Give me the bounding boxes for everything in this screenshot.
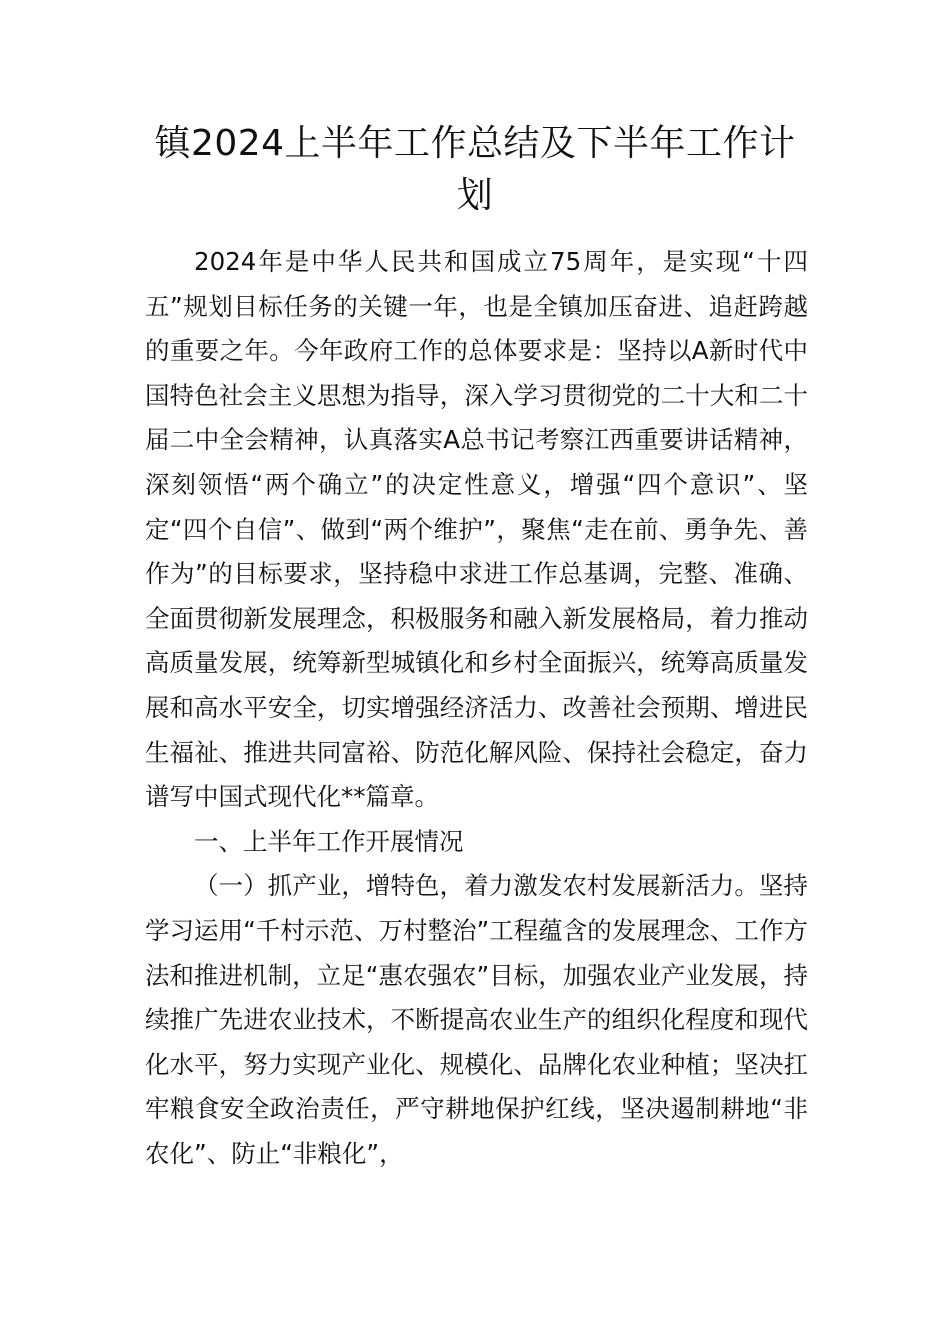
section-heading-1: 一、上半年工作开展情况 [194, 826, 464, 856]
subsection-paragraph-1: （一）抓产业，增特色，着力激发农村发展新活力。坚持学习运用“千村示范、万村整治”工程蕴含的发展理念、工作方法和推进机制，立足“惠农强农”目标，加强农业产业发展，持续推广先进农业技术，不断提高农业生产的组织化程度和现代化水平，努力实现产业化、规模化、品牌化农业种植；坚决扛牢粮食安全政治责任，严守耕地保护红线，坚决遏制耕地“非农化”、防止“非粮化”， [145, 871, 808, 1168]
intro-paragraph: 2024年是中华人民共和国成立75周年，是实现“十四五”规划目标任务的关键一年，也是全镇加压奋进、追赶跨越的重要之年。今年政府工作的总体要求是：坚持以A新时代中国特色社会主义思想为指导，深入学习贯彻党的二十大和二十届二中全会精神，认真落实A总书记考察江西重要讲话精神，深刻领悟“两个确立”的决定性意义，增强“四个意识”、坚定“四个自信”、做到“两个维护”，聚焦“走在前、勇争先、善作为”的目标要求，坚持稳中求进工作总基调，完整、准确、全面贯彻新发展理念，积极服务和融入新发展格局，着力推动高质量发展，统筹新型城镇化和乡村全面振兴，统筹高质量发展和高水平安全，切实增强经济活力、改善社会预期、增进民生福祉、推进共同富裕、防范化解风险、保持社会稳定，奋力谱写中国式现代化**篇章。 [145, 247, 808, 812]
document-title: 镇2024上半年工作总结及下半年工作计划 [154, 123, 796, 216]
document-body [145, 240, 808, 1176]
